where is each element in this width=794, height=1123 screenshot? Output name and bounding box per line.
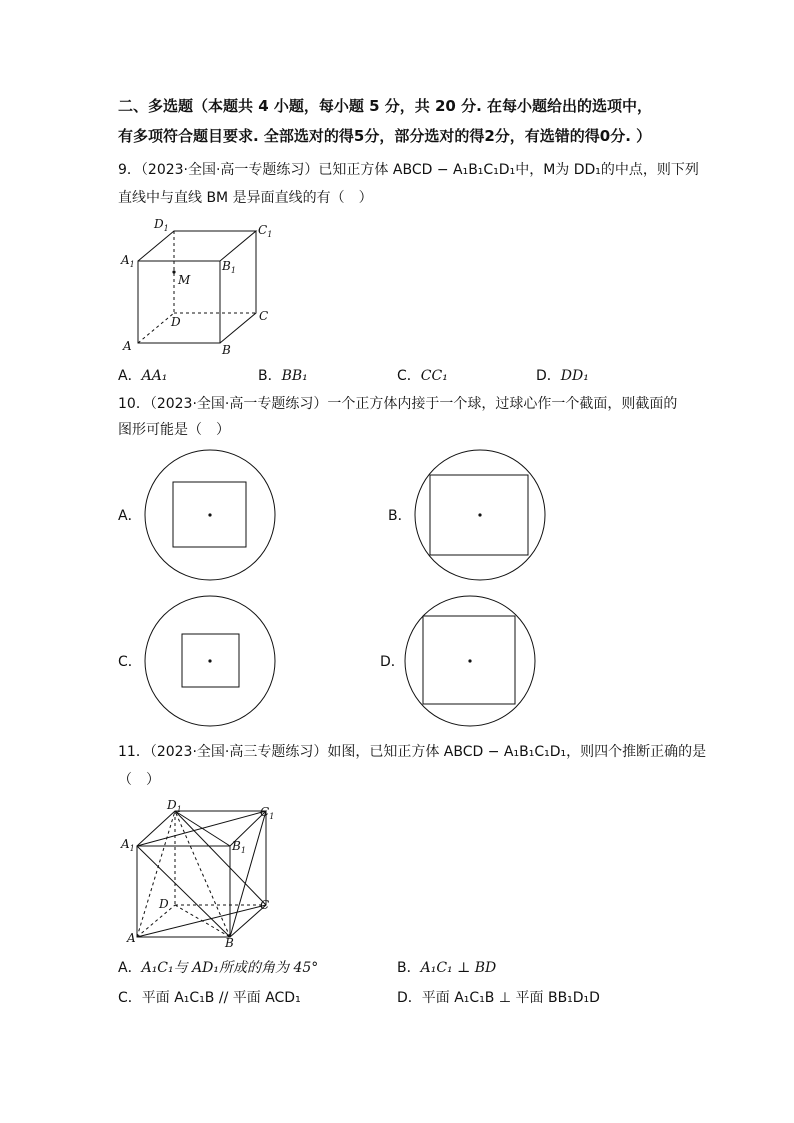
q9-cube-figure [115, 212, 285, 360]
q10-option-a-figure[interactable] [143, 448, 277, 582]
q10-stem-line1: 10．（2023·全国·高一专题练习）一个正方体内接于一个球，过球心作一个截面，则截面的 [118, 396, 678, 412]
section-header-line2: 有多项符合题目要求. 全部选对的得5分，部分选对的得2分，有选错的得0分. ） [118, 127, 652, 145]
q10-option-d-label[interactable]: D． [380, 654, 405, 670]
label-A1: $A_1$ [121, 253, 135, 269]
q11-vertex-labels [120, 798, 274, 950]
q10-option-c-figure[interactable] [143, 594, 277, 728]
label-A: A [127, 931, 136, 945]
q11-option-c[interactable]: C．平面 A₁C₁B // 平面 ACD₁ [118, 990, 301, 1006]
label-C: C [260, 898, 270, 912]
label-C1: $C_1$ [260, 805, 275, 821]
q11-cube-figure [115, 796, 285, 952]
q10-stem-line2: 图形可能是（ ） [118, 422, 230, 438]
q9-option-b[interactable]: B．BB₁ [258, 368, 308, 384]
label-C1: $C_1$ [258, 223, 273, 239]
label-B: B [225, 936, 234, 950]
q10-option-c-label[interactable]: C． [118, 654, 142, 670]
label-A: A [123, 339, 132, 353]
q9-option-c[interactable]: C．CC₁ [397, 368, 448, 384]
q10-option-a-label[interactable]: A． [118, 508, 142, 524]
section-header-line1: 二、多选题（本题共 4 小题，每小题 5 分，共 20 分. 在每小题给出的选项中， [118, 97, 653, 115]
q9-stem-line2: 直线中与直线 BM 是异面直线的有（ ） [118, 190, 373, 206]
label-B: B [222, 343, 231, 357]
q9-option-d[interactable]: D．DD₁ [536, 368, 589, 384]
q11-stem-line2: （ ） [118, 772, 160, 788]
label-D: D [159, 897, 169, 911]
q11-option-b[interactable]: B．A₁C₁ ⊥ BD [397, 960, 497, 976]
label-A1: $A_1$ [121, 837, 135, 853]
q9-option-a[interactable]: A．AA₁ [118, 368, 168, 384]
q11-option-d[interactable]: D．平面 A₁C₁B ⊥ 平面 BB₁D₁D [397, 990, 600, 1006]
q10-option-d-figure[interactable] [403, 594, 537, 728]
label-C: C [259, 309, 269, 323]
label-M: M [178, 273, 191, 287]
q9-stem-line1: 9．（2023·全国·高一专题练习）已知正方体 ABCD − A₁B₁C₁D₁中，M为 DD₁的中点，则下列 [118, 162, 699, 178]
q9-vertex-labels [120, 217, 272, 357]
label-D1: $D_1$ [167, 798, 182, 814]
q10-option-b-figure[interactable] [413, 448, 547, 582]
label-B1: $B_1$ [222, 259, 236, 275]
q10-option-b-label[interactable]: B． [388, 508, 412, 524]
label-D: D [171, 315, 181, 329]
label-D1: $D_1$ [154, 217, 169, 233]
q11-stem-line1: 11．（2023·全国·高三专题练习）如图，已知正方体 ABCD − A₁B₁C₁D₁，则四个推断正确的是 [118, 744, 707, 760]
label-B1: $B_1$ [232, 839, 246, 855]
q11-option-a[interactable]: A．A₁C₁与 AD₁所成的角为 45° [118, 960, 319, 976]
